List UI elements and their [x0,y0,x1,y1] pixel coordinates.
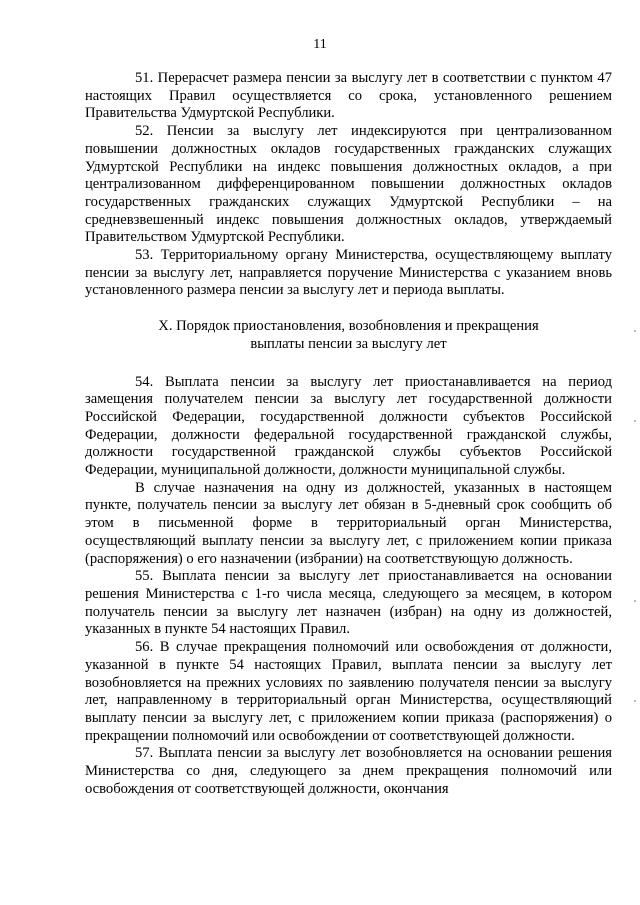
page-number: 11 [313,37,327,52]
paragraph-54: 54. Выплата пенсии за выслугу лет приостанавливается на период замещения получателем пенсии за выслугу лет государственной должности Российской Федерации, государственной должности субъектов Российской Федерации, должности федеральной государственной гражданской службы, должности государственной гражданской службы субъектов Российской Федерации, муниципальной должности, должности муниципальной службы. [85,373,612,479]
scan-edge-mark [634,330,636,332]
scan-edge-mark [634,420,636,422]
paragraph-52: 52. Пенсии за выслугу лет индексируются при централизованном повышении должностных окладов государственных гражданских служащих Удмуртской Республики на индекс повышения должностных окладов, а при централизованном дифференцированном повышении должностных окладов государственных гражданских служащих Удмуртской Республики – на средневзвешенный индекс повышения должностных окладов, утверждаемый Правительством Удмуртской Республики. [85,123,612,246]
paragraph-51: 51. Перерасчет размера пенсии за выслугу лет в соответствии с пунктом 47 настоящих Правил осуществляется со срока, установленного решением Правительства Удмуртской Республики. [85,70,612,122]
scan-edge-mark [634,600,636,602]
paragraph-54-continued: В случае назначения на одну из должностей, указанных в настоящем пункте, получатель пенсии за выслугу лет обязан в 5-дневный срок сообщить об этом в письменной форме в территориальный орган Министерства, осуществляющий выплату пенсии за выслугу лет, с приложением копии приказа (распоряжения) о его назначении (избрании) на соответствующую должность. [85,479,612,567]
section-heading [85,318,612,353]
section-heading-line-1: X. Порядок приостановления, возобновления и прекращения [158,318,539,335]
paragraph-53: 53. Территориальному органу Министерства, осуществляющему выплату пенсии за выслугу лет, направляется поручение Министерства с указанием вновь установленного размера пенсии за выслугу лет и периода выплаты. [85,247,612,299]
paragraph-57: 57. Выплата пенсии за выслугу лет возобновляется на основании решения Министерства со дня, следующего за днем прекращения полномочий или освобождения от соответствующей должности, окончания [85,745,612,797]
scan-edge-mark [634,700,636,702]
paragraph-55: 55. Выплата пенсии за выслугу лет приостанавливается на основании решения Министерства с 1-го числа месяца, следующего за месяцем, в котором получатель пенсии за выслугу лет назначен (избран) на одну из должностей, указанных в пункте 54 настоящих Правил. [85,568,612,638]
document-body [85,70,612,798]
paragraph-56: 56. В случае прекращения полномочий или освобождения от должности, указанной в пункте 54 настоящих Правил, выплата пенсии за выслугу лет возобновляется на прежних условиях по заявлению получателя пенсии за выслугу лет, направленному в территориальный орган Министерства, осуществляющий выплату пенсии за выслугу лет, с приложением копии приказа (распоряжения) о прекращении полномочий или освобождении от соответствующей должности. [85,639,612,744]
section-heading-line-2: выплаты пенсии за выслугу лет [250,335,447,352]
